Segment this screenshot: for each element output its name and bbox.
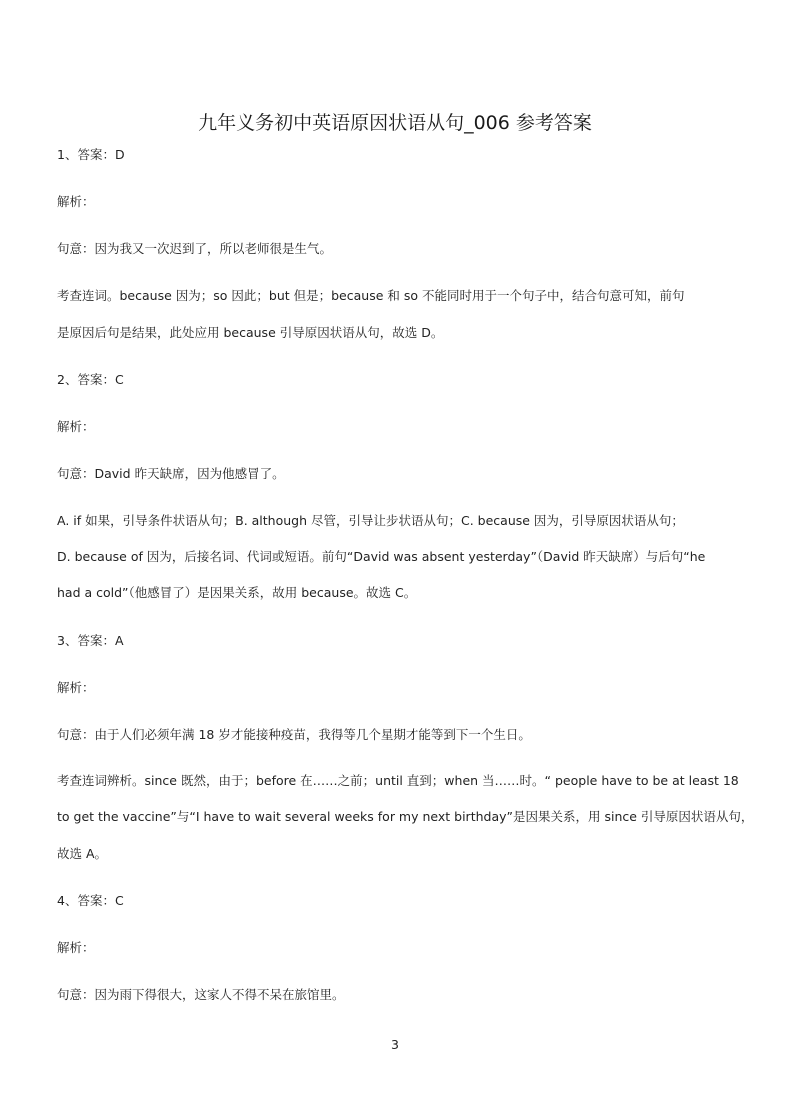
- answer-3-explanation-line-2: to get the vaccine”与“I have to wait several weeks for my next birthday”是因果关系，用 since 引导原因状语从句，: [57, 809, 754, 824]
- page-title: 九年义务初中英语原因状语从句_006 参考答案: [198, 112, 592, 134]
- answer-4-heading: 4、答案：C: [57, 893, 124, 908]
- answer-1-explanation-line-1: 考查连词。because 因为；so 因此；but 但是；because 和 so 不能同时用于一个句子中，结合句意可知，前句: [57, 288, 685, 303]
- answer-3-explanation-line-3: 故选 A。: [57, 846, 108, 861]
- answer-3-meaning: 句意：由于人们必须年满 18 岁才能接种疫苗，我得等几个星期才能等到下一个生日。: [57, 727, 531, 742]
- answer-2-analysis-label: 解析：: [57, 419, 95, 434]
- answer-2-explanation-line-2: D. because of 因为，后接名词、代词或短语。前句“David was absent yesterday”（David 昨天缺席）与后句“he: [57, 549, 706, 564]
- answer-3-explanation-line-1: 考查连词辨析。since 既然，由于；before 在……之前；until 直到；when 当……时。“ people have to be at least 18: [57, 773, 739, 788]
- answer-2-meaning: 句意：David 昨天缺席，因为他感冒了。: [57, 466, 285, 481]
- page-number: 3: [391, 1037, 399, 1052]
- answer-1-analysis-label: 解析：: [57, 194, 95, 209]
- answer-2-explanation-line-1: A. if 如果，引导条件状语从句；B. although 尽管，引导让步状语从句；C. because 因为，引导原因状语从句；: [57, 513, 684, 528]
- answer-2-explanation-line-3: had a cold”（他感冒了）是因果关系，故用 because。故选 C。: [57, 585, 417, 600]
- answer-3-analysis-label: 解析：: [57, 680, 95, 695]
- answer-1-explanation-line-2: 是原因后句是结果，此处应用 because 引导原因状语从句，故选 D。: [57, 325, 444, 340]
- answer-1-heading: 1、答案：D: [57, 147, 125, 162]
- answer-4-meaning: 句意：因为雨下得很大，这家人不得不呆在旅馆里。: [57, 987, 345, 1002]
- answer-3-heading: 3、答案：A: [57, 633, 124, 648]
- answer-2-heading: 2、答案：C: [57, 372, 124, 387]
- answer-1-meaning: 句意：因为我又一次迟到了，所以老师很是生气。: [57, 241, 333, 256]
- answer-4-analysis-label: 解析：: [57, 940, 95, 955]
